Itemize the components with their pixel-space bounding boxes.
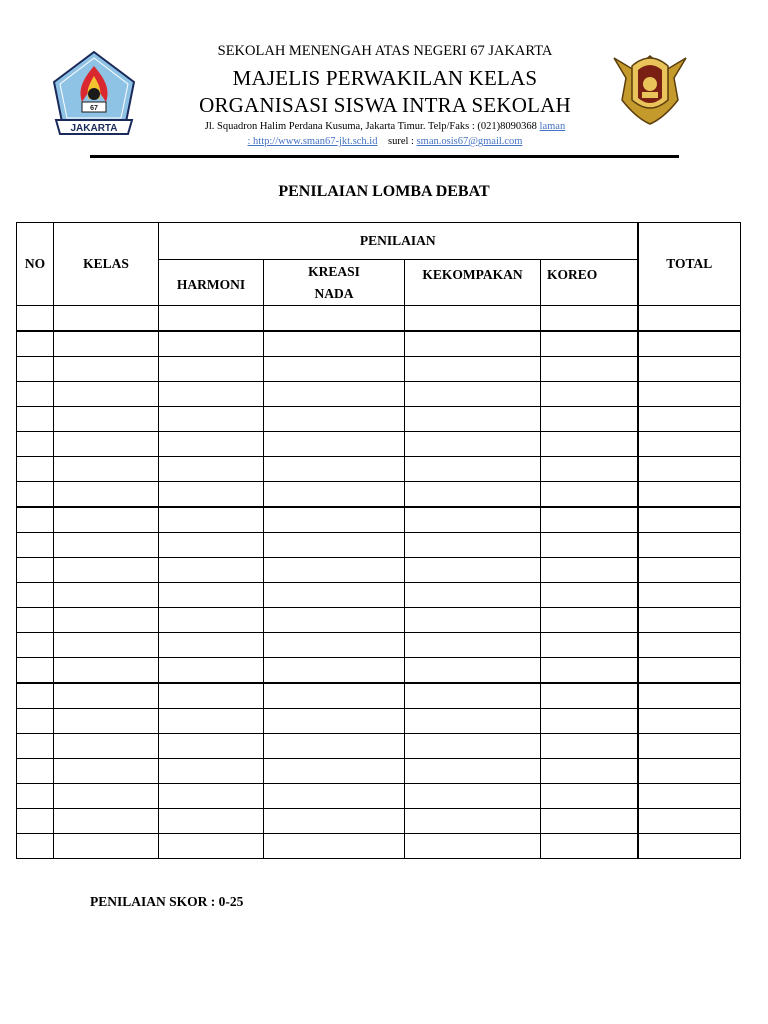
table-cell[interactable] [405, 331, 541, 357]
table-cell[interactable] [264, 633, 405, 658]
table-cell[interactable] [17, 432, 54, 457]
table-cell[interactable] [405, 658, 541, 684]
table-cell[interactable] [541, 357, 638, 382]
table-cell[interactable] [638, 784, 741, 809]
table-cell[interactable] [405, 482, 541, 508]
table-cell[interactable] [405, 709, 541, 734]
header-koreo: KOREO [541, 260, 638, 306]
table-cell[interactable] [159, 432, 264, 457]
table-cell[interactable] [159, 482, 264, 508]
table-cell[interactable] [264, 357, 405, 382]
table-cell[interactable] [638, 331, 741, 357]
table-cell[interactable] [159, 407, 264, 432]
table-row [17, 382, 741, 407]
crest-number: 67 [90, 105, 98, 112]
table-cell[interactable] [159, 658, 264, 684]
table-cell[interactable] [541, 608, 638, 633]
table-cell[interactable] [264, 734, 405, 759]
table-cell[interactable] [54, 633, 159, 658]
table-cell[interactable] [264, 658, 405, 684]
table-cell[interactable] [638, 809, 741, 834]
table-row [17, 608, 741, 633]
table-cell[interactable] [638, 658, 741, 684]
table-cell[interactable] [54, 583, 159, 608]
table-cell[interactable] [405, 834, 541, 859]
table-row [17, 709, 741, 734]
table-cell[interactable] [159, 507, 264, 533]
table-cell[interactable] [264, 759, 405, 784]
header-kekompakan: KEKOMPAKAN [405, 260, 541, 306]
contact-line [170, 134, 600, 149]
table-cell[interactable] [541, 432, 638, 457]
table-cell[interactable] [541, 407, 638, 432]
table-cell[interactable] [264, 583, 405, 608]
table-row [17, 432, 741, 457]
table-cell[interactable] [159, 709, 264, 734]
osis-badge-logo [606, 48, 694, 128]
table-cell[interactable] [17, 734, 54, 759]
table-cell[interactable] [159, 331, 264, 357]
table-cell[interactable] [541, 507, 638, 533]
table-row [17, 734, 741, 759]
table-cell[interactable] [54, 784, 159, 809]
table-cell[interactable] [159, 834, 264, 859]
table-cell[interactable] [638, 633, 741, 658]
table-cell[interactable] [159, 759, 264, 784]
table-cell[interactable] [638, 407, 741, 432]
table-cell[interactable] [405, 683, 541, 709]
table-cell[interactable] [264, 407, 405, 432]
table-cell[interactable] [541, 683, 638, 709]
table-cell[interactable] [54, 608, 159, 633]
header-harmoni: HARMONI [159, 260, 264, 306]
table-cell[interactable] [264, 331, 405, 357]
table-cell[interactable] [405, 558, 541, 583]
organization-name-line2: ORGANISASI SISWA INTRA SEKOLAH [199, 93, 571, 117]
school-crest-logo [52, 50, 136, 138]
table-cell[interactable] [54, 382, 159, 407]
table-cell[interactable] [54, 734, 159, 759]
table-cell[interactable] [541, 331, 638, 357]
table-cell[interactable] [405, 608, 541, 633]
table-cell[interactable] [17, 583, 54, 608]
table-row [17, 306, 741, 332]
table-cell[interactable] [264, 809, 405, 834]
school-name: SEKOLAH MENENGAH ATAS NEGERI 67 JAKARTA [217, 43, 553, 59]
table-cell[interactable] [17, 558, 54, 583]
table-cell[interactable] [541, 709, 638, 734]
table-cell[interactable] [405, 784, 541, 809]
table-row [17, 658, 741, 684]
table-cell[interactable] [17, 331, 54, 357]
header-nada-word: NADA [314, 285, 354, 301]
table-cell[interactable] [541, 658, 638, 684]
table-cell[interactable] [54, 306, 159, 332]
table-cell[interactable] [405, 457, 541, 482]
header-kelas: KELAS [54, 223, 159, 306]
table-cell[interactable] [17, 507, 54, 533]
table-cell[interactable] [159, 306, 264, 332]
website-link-label[interactable]: laman [539, 121, 566, 132]
table-cell[interactable] [405, 734, 541, 759]
table-cell[interactable] [159, 734, 264, 759]
table-cell[interactable] [541, 457, 638, 482]
table-cell[interactable] [54, 683, 159, 709]
table-cell[interactable] [638, 683, 741, 709]
table-row [17, 407, 741, 432]
table-cell[interactable] [638, 507, 741, 533]
email-label: surel : [387, 136, 414, 147]
website-link[interactable]: : http://www.sman67-jkt.sch.id [247, 136, 378, 147]
table-cell[interactable] [541, 533, 638, 558]
table-cell[interactable] [17, 809, 54, 834]
header-kreasi-word: KREASI [308, 263, 360, 279]
table-row [17, 834, 741, 859]
table-cell[interactable] [541, 784, 638, 809]
table-cell[interactable] [405, 759, 541, 784]
table-cell[interactable] [541, 633, 638, 658]
table-cell[interactable] [638, 357, 741, 382]
table-cell[interactable] [264, 382, 405, 407]
table-cell[interactable] [17, 306, 54, 332]
table-cell[interactable] [54, 658, 159, 684]
table-cell[interactable] [638, 306, 741, 332]
table-cell[interactable] [264, 834, 405, 859]
table-cell[interactable] [54, 809, 159, 834]
table-cell[interactable] [541, 306, 638, 332]
table-cell[interactable] [638, 834, 741, 859]
table-row [17, 558, 741, 583]
table-cell[interactable] [54, 709, 159, 734]
table-cell[interactable] [159, 583, 264, 608]
header-penilaian-group: PENILAIAN [159, 223, 638, 260]
table-cell[interactable] [54, 432, 159, 457]
table-cell[interactable] [405, 432, 541, 457]
table-cell[interactable] [638, 583, 741, 608]
table-row [17, 759, 741, 784]
table-row [17, 331, 741, 357]
table-cell[interactable] [17, 683, 54, 709]
table-cell[interactable] [54, 357, 159, 382]
table-cell[interactable] [541, 759, 638, 784]
table-cell[interactable] [405, 357, 541, 382]
table-cell[interactable] [159, 633, 264, 658]
table-cell[interactable] [638, 558, 741, 583]
table-cell[interactable] [638, 533, 741, 558]
header-total: TOTAL [638, 223, 741, 306]
table-cell[interactable] [405, 407, 541, 432]
table-cell[interactable] [638, 457, 741, 482]
table-cell[interactable] [405, 507, 541, 533]
table-cell[interactable] [54, 533, 159, 558]
table-row [17, 784, 741, 809]
table-cell[interactable] [638, 709, 741, 734]
table-cell[interactable] [264, 784, 405, 809]
table-row [17, 533, 741, 558]
table-cell[interactable] [638, 608, 741, 633]
table-cell[interactable] [541, 809, 638, 834]
table-row [17, 583, 741, 608]
table-row [17, 457, 741, 482]
table-cell[interactable] [638, 734, 741, 759]
table-cell[interactable] [264, 432, 405, 457]
table-cell[interactable] [17, 382, 54, 407]
header-no: NO [17, 223, 54, 306]
table-cell[interactable] [264, 482, 405, 508]
address-text: Jl. Squadron Halim Perdana Kusuma, Jakarta Timur. Telp/Faks : (021)8090368 [204, 121, 537, 132]
table-cell[interactable] [159, 382, 264, 407]
table-cell[interactable] [405, 809, 541, 834]
table-row [17, 507, 741, 533]
score-table [16, 222, 741, 859]
table-cell[interactable] [54, 482, 159, 508]
table-cell[interactable] [17, 658, 54, 684]
score-range-note: PENILAIAN SKOR : 0-25 [90, 894, 244, 909]
table-cell[interactable] [638, 382, 741, 407]
table-cell[interactable] [159, 558, 264, 583]
table-row [17, 633, 741, 658]
table-cell[interactable] [405, 382, 541, 407]
table-cell[interactable] [54, 407, 159, 432]
table-cell[interactable] [541, 482, 638, 508]
table-cell[interactable] [264, 558, 405, 583]
table-cell[interactable] [17, 709, 54, 734]
table-cell[interactable] [54, 759, 159, 784]
table-cell[interactable] [638, 432, 741, 457]
table-cell[interactable] [159, 457, 264, 482]
table-cell[interactable] [541, 583, 638, 608]
table-cell[interactable] [17, 457, 54, 482]
table-cell[interactable] [264, 533, 405, 558]
table-cell[interactable] [159, 809, 264, 834]
table-cell[interactable] [405, 633, 541, 658]
table-cell[interactable] [17, 608, 54, 633]
letterhead [170, 42, 600, 149]
table-cell[interactable] [405, 583, 541, 608]
table-cell[interactable] [159, 784, 264, 809]
table-cell[interactable] [54, 834, 159, 859]
header-divider [90, 155, 679, 158]
table-row [17, 357, 741, 382]
table-cell[interactable] [264, 306, 405, 332]
table-cell[interactable] [541, 382, 638, 407]
table-cell[interactable] [159, 683, 264, 709]
table-cell[interactable] [17, 357, 54, 382]
table-cell[interactable] [17, 834, 54, 859]
table-cell[interactable] [159, 357, 264, 382]
table-row [17, 482, 741, 508]
table-cell[interactable] [541, 734, 638, 759]
table-cell[interactable] [54, 558, 159, 583]
header-kreasi-nada [264, 260, 405, 306]
table-cell[interactable] [638, 482, 741, 508]
table-cell[interactable] [54, 507, 159, 533]
organization-name-line1: MAJELIS PERWAKILAN KELAS [232, 66, 538, 90]
table-cell[interactable] [541, 834, 638, 859]
table-cell[interactable] [405, 306, 541, 332]
table-cell[interactable] [405, 533, 541, 558]
table-cell[interactable] [17, 533, 54, 558]
score-table-body [17, 306, 741, 859]
address-line [170, 119, 600, 134]
table-row [17, 809, 741, 834]
table-cell[interactable] [159, 533, 264, 558]
table-cell[interactable] [264, 507, 405, 533]
table-cell[interactable] [541, 558, 638, 583]
table-cell[interactable] [17, 633, 54, 658]
document-title: PENILAIAN LOMBA DEBAT [278, 183, 490, 200]
table-cell[interactable] [159, 608, 264, 633]
table-cell[interactable] [264, 608, 405, 633]
table-cell[interactable] [17, 407, 54, 432]
table-row [17, 683, 741, 709]
table-cell[interactable] [54, 457, 159, 482]
table-cell[interactable] [17, 482, 54, 508]
table-cell[interactable] [264, 683, 405, 709]
table-cell[interactable] [264, 457, 405, 482]
table-cell[interactable] [54, 331, 159, 357]
crest-city-label: JAKARTA [70, 123, 118, 134]
table-cell[interactable] [638, 759, 741, 784]
table-cell[interactable] [17, 784, 54, 809]
table-cell[interactable] [264, 709, 405, 734]
email-link[interactable]: sman.osis67@gmail.com [416, 136, 523, 147]
table-cell[interactable] [17, 759, 54, 784]
